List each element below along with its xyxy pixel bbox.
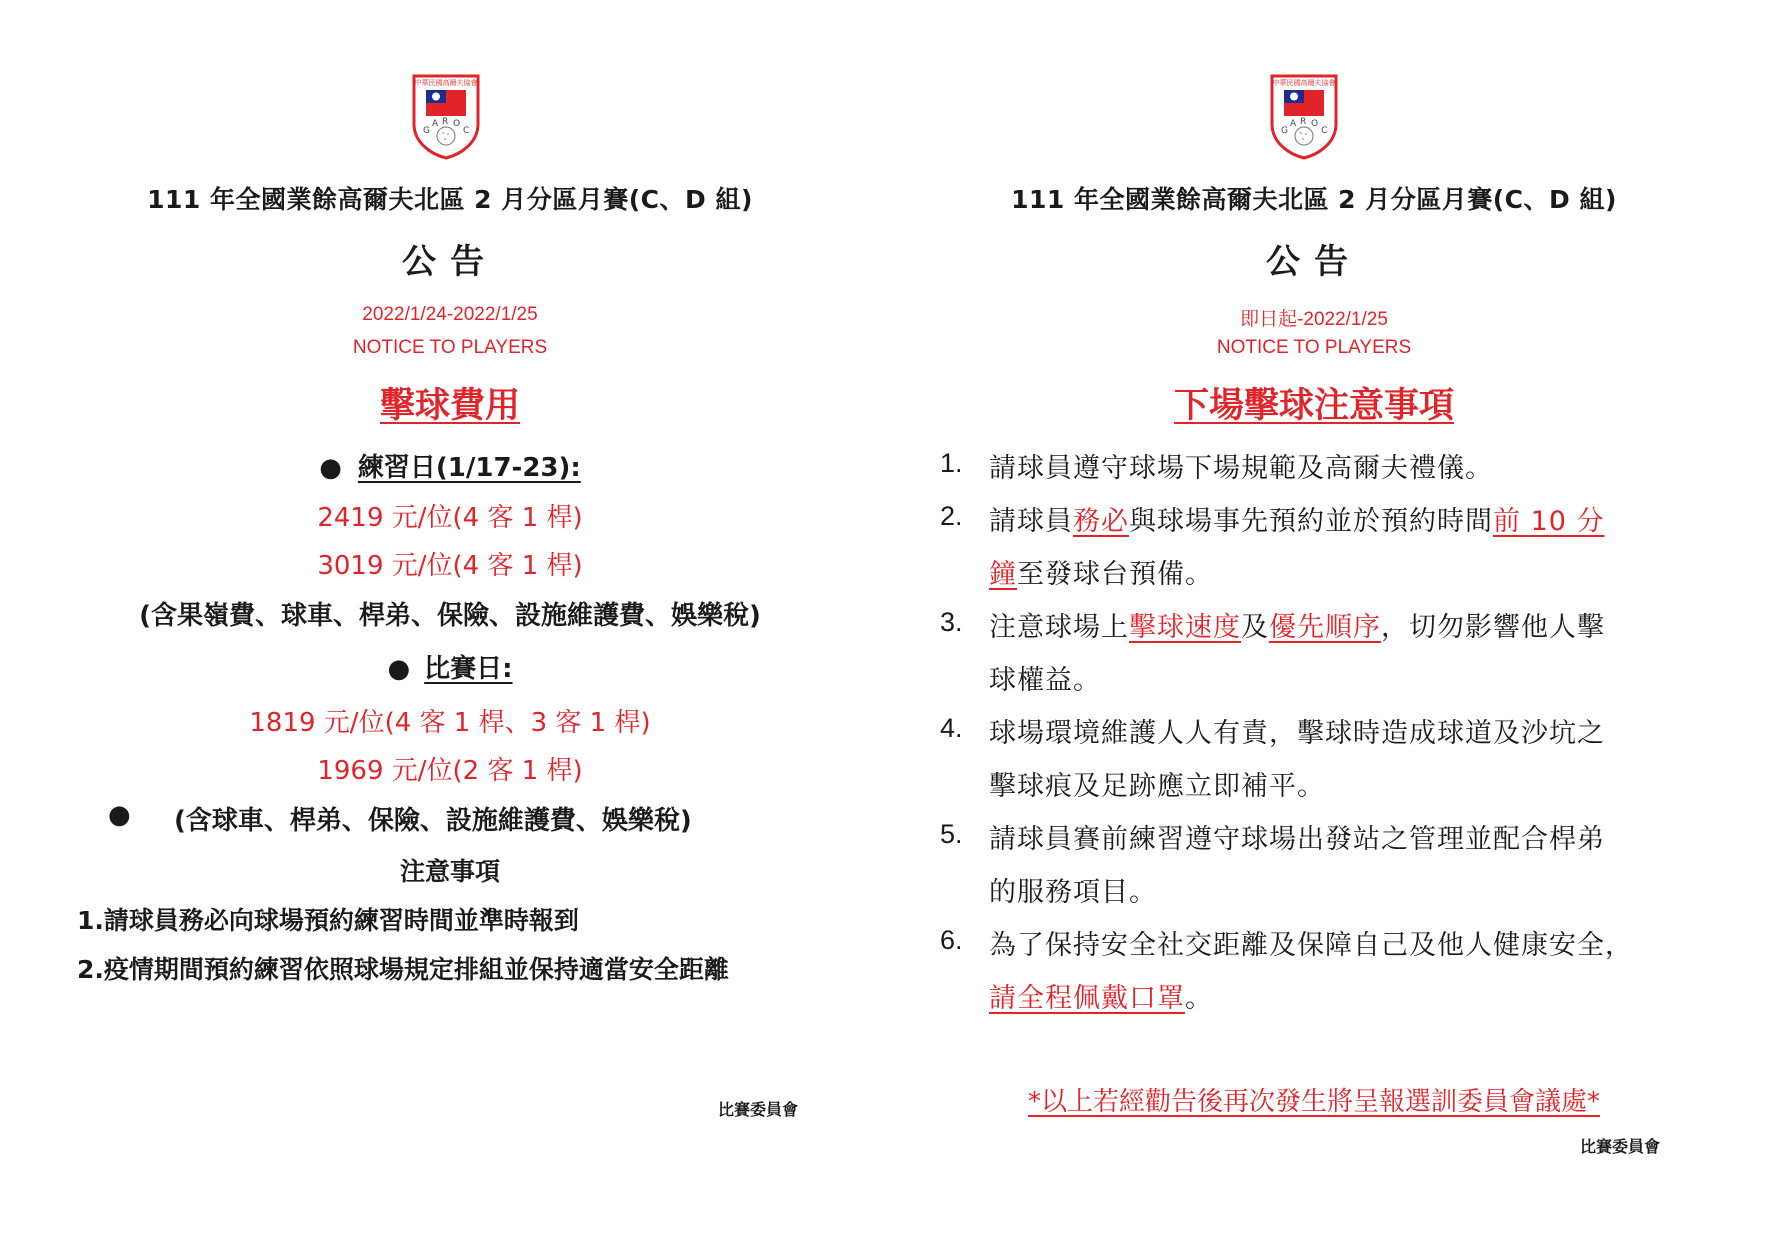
svg-text:A: A xyxy=(1290,119,1297,129)
notes-title: 注意事項 xyxy=(399,857,500,886)
list-item-4-line-1: 球場環境維護人人有責，擊球時造成球道及沙坑之 xyxy=(989,718,1605,749)
list-item-5-line-1: 請球員賽前練習遵守球場出發站之管理並配合桿弟 xyxy=(989,824,1605,855)
practice-price-2: 3019 元/位(4 客 1 桿) xyxy=(317,551,583,581)
committee-signature: 比賽委員會 xyxy=(718,1100,799,1119)
match-includes: (含球車、桿弟、保險、設施維護費、娛樂稅) xyxy=(174,806,692,836)
svg-text:C: C xyxy=(463,126,470,136)
svg-text:G: G xyxy=(423,126,430,136)
practice-day-label: 練習日(1/17-23): xyxy=(357,453,581,483)
event-title: 111 年全國業餘高爾夫北區 2 月分區月賽(C、D 組) xyxy=(1011,185,1617,214)
svg-text:A: A xyxy=(432,119,439,129)
list-item-4-line-2: 擊球痕及足跡應立即補平。 xyxy=(989,771,1325,802)
list-item-6-line-2: 請全程佩戴口罩。 xyxy=(989,983,1213,1014)
list-item-2-line-2: 鐘至發球台預備。 xyxy=(989,559,1213,590)
match-day-label: 比賽日: xyxy=(424,654,513,684)
list-item-2-line-1: 請球員務必與球場事先預約並於預約時間前 10 分 xyxy=(989,506,1605,537)
list-item-3-line-1: 注意球場上擊球速度及優先順序，切勿影響他人擊 xyxy=(989,612,1605,643)
list-item-number: 2. xyxy=(940,501,963,531)
practice-includes: (含果嶺費、球車、桿弟、保險、設施維護費、娛樂稅) xyxy=(139,601,761,631)
svg-text:O: O xyxy=(1311,119,1319,129)
notice-date: 2022/1/24-2022/1/25 xyxy=(362,304,538,325)
match-price-2: 1969 元/位(2 客 1 桿) xyxy=(317,756,583,786)
list-item-number: 6. xyxy=(940,925,963,955)
svg-text:R: R xyxy=(442,117,449,127)
list-item-number: 3. xyxy=(940,607,963,637)
notice-to-players-label: NOTICE TO PLAYERS xyxy=(352,337,548,358)
list-item-5-line-2: 的服務項目。 xyxy=(989,877,1157,908)
notice-date: 即日起-2022/1/25 xyxy=(1240,309,1388,330)
svg-text:G: G xyxy=(1281,126,1288,136)
section-title-text: 擊球費用 xyxy=(379,386,520,426)
section-title-text: 下場擊球注意事項 xyxy=(1173,386,1454,426)
bullet-icon: ● xyxy=(387,654,411,684)
garoc-logo xyxy=(1268,70,1340,160)
list-item-6-line-1: 為了保持安全社交距離及保障自己及他人健康安全， xyxy=(989,930,1633,961)
bullet-icon: ● xyxy=(319,453,342,483)
event-title: 111 年全國業餘高爾夫北區 2 月分區月賽(C、D 組) xyxy=(147,185,753,214)
match-day-heading xyxy=(0,648,900,685)
right-notice-panel xyxy=(862,0,1766,1241)
list-item-number: 1. xyxy=(940,448,963,478)
svg-text:O: O xyxy=(453,119,461,129)
svg-text:中華民國高爾夫協會: 中華民國高爾夫協會 xyxy=(414,79,478,87)
note-item-1: 1.請球員務必向球場預約練習時間並準時報到 xyxy=(77,906,579,935)
practice-price-1: 2419 元/位(4 客 1 桿) xyxy=(317,503,583,533)
notice-heading: 公告 xyxy=(1266,242,1362,282)
svg-text:R: R xyxy=(1300,117,1307,127)
garoc-emblem-icon xyxy=(1268,70,1340,160)
list-item-number: 5. xyxy=(940,819,963,849)
list-item-number: 4. xyxy=(940,713,963,743)
bullet-icon: ● xyxy=(108,800,131,830)
practice-day-heading xyxy=(0,447,900,484)
committee-signature: 比賽委員會 xyxy=(1580,1137,1661,1156)
list-item-3-line-2: 球權益。 xyxy=(989,665,1101,696)
note-item-2: 2.疫情期間預約練習依照球場規定排組並保持適當安全距離 xyxy=(77,955,729,984)
svg-text:中華民國高爾夫協會: 中華民國高爾夫協會 xyxy=(1272,79,1336,87)
svg-text:C: C xyxy=(1321,126,1328,136)
garoc-emblem-icon xyxy=(410,70,482,160)
section-title-course-rules xyxy=(862,378,1766,428)
garoc-logo xyxy=(410,70,482,160)
warning-note: *以上若經勸告後再次發生將呈報選訓委員會議處* xyxy=(1027,1087,1600,1117)
list-item-1: 請球員遵守球場下場規範及高爾夫禮儀。 xyxy=(989,453,1493,484)
section-title-fees xyxy=(0,378,900,428)
notice-to-players-label: NOTICE TO PLAYERS xyxy=(1216,337,1412,358)
match-price-1: 1819 元/位(4 客 1 桿、3 客 1 桿) xyxy=(249,708,651,738)
match-includes-row xyxy=(108,800,692,836)
notice-heading: 公告 xyxy=(402,242,498,282)
